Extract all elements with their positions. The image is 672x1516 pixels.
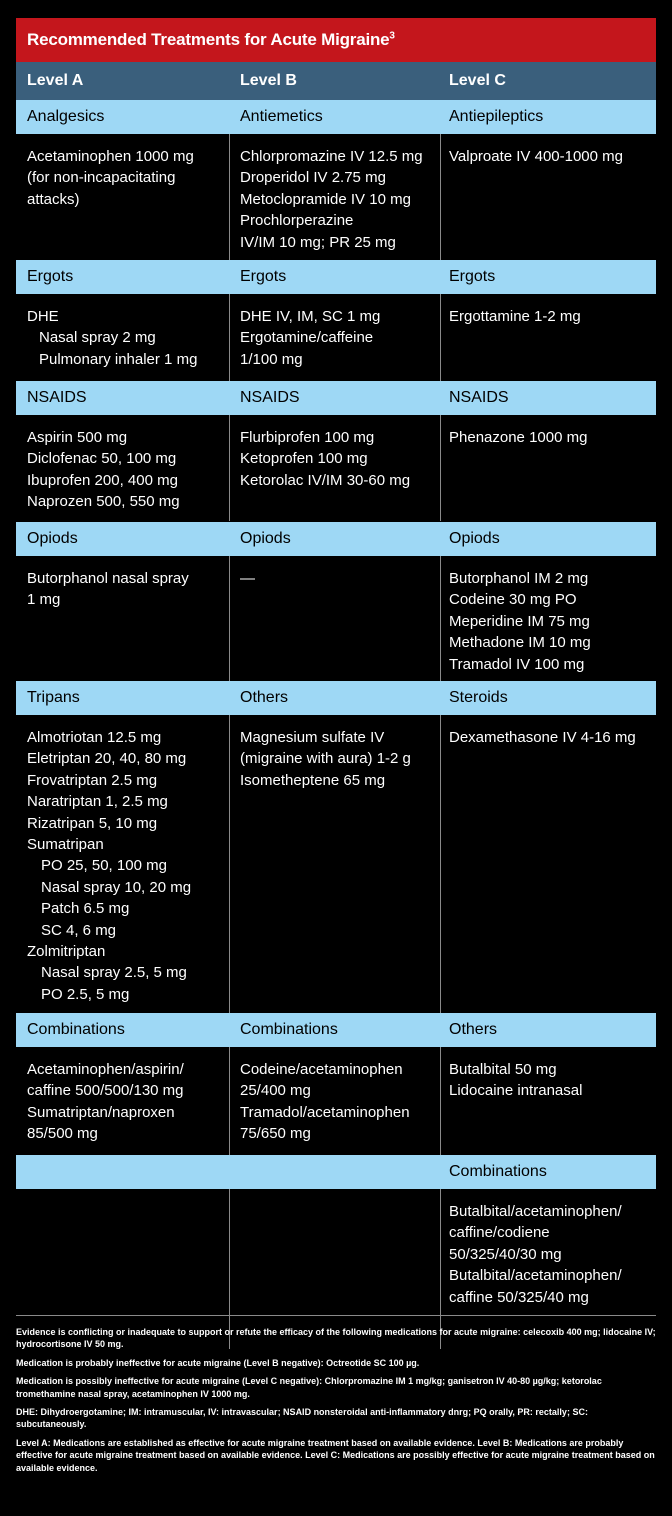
treatment-item: Patch 6.5 mg (41, 900, 130, 918)
treatment-item: Butalbital/acetaminophen/ (449, 1267, 622, 1285)
treatment-item: caffine 500/500/130 mg (27, 1082, 184, 1100)
treatment-item: Ibuprofen 200, 400 mg (27, 471, 178, 489)
treatment-item: Acetaminophen/aspirin/ (27, 1061, 184, 1078)
treatment-item: Butalbital/acetaminophen/ (449, 1203, 622, 1220)
column-divider (229, 415, 230, 521)
treatment-item: Methadone IM 10 mg (449, 634, 591, 652)
treatment-item: Pulmonary inhaler 1 mg (39, 350, 198, 368)
treatment-item: PO 2.5, 5 mg (41, 985, 130, 1003)
treatment-cell (27, 415, 180, 513)
treatment-cell (240, 1047, 410, 1145)
treatment-item: Nasal spray 2 mg (39, 329, 156, 347)
treatment-item: DHE (27, 308, 59, 325)
category-label: NSAIDS (27, 389, 87, 406)
treatment-item: Butorphanol nasal spray (27, 570, 189, 587)
treatment-cell (27, 1047, 184, 1145)
category-label: Combinations (240, 1021, 338, 1038)
treatment-item: Aspirin 500 mg (27, 429, 128, 446)
category-label: Others (449, 1021, 498, 1038)
category-label: Ergots (449, 268, 496, 285)
level-header-row (16, 62, 656, 100)
category-label: Opiods (449, 530, 500, 547)
treatment-item: Metoclopramide IV 10 mg (240, 190, 411, 208)
title-superscript: 3 (389, 30, 395, 42)
treatment-item: Butorphanol IM 2 mg (449, 570, 589, 587)
treatment-item: Ketorolac IV/IM 30-60 mg (240, 471, 411, 489)
category-label: Combinations (449, 1163, 547, 1180)
treatment-cell (240, 715, 411, 791)
category-label: Opiods (240, 530, 291, 547)
treatment-item: 85/500 mg (27, 1125, 98, 1143)
treatment-item: Valproate IV 400-1000 mg (449, 148, 624, 165)
table-title: Recommended Treatments for Acute Migraine$^3$ (27, 30, 395, 49)
treatment-item: attacks) (27, 190, 80, 208)
footnote-conflicting-evidence: Evidence is conflicting or inadequate to support or refute the efficacy of the following medications for acute migraine: celecoxib 400 mg; lidocaine IV; hydrocortisone IV 50 mg. (16, 1327, 656, 1350)
category-label: NSAIDS (449, 389, 509, 406)
category-label: NSAIDS (240, 389, 300, 406)
treatment-item: 25/400 mg (240, 1082, 311, 1100)
category-row (16, 260, 656, 294)
category-label: Others (240, 689, 289, 706)
column-divider (229, 1189, 230, 1349)
treatment-item: SC 4, 6 mg (41, 921, 117, 939)
treatment-item: Sumatripan (27, 836, 104, 854)
column-divider (440, 715, 441, 1044)
treatment-item: caffine/codiene (449, 1224, 550, 1242)
treatment-item: — (240, 570, 255, 587)
category-row (16, 681, 656, 715)
treatment-item: 1 mg (27, 591, 61, 609)
treatment-item: Droperidol IV 2.75 mg (240, 169, 386, 187)
treatment-item: Almotriotan 12.5 mg (27, 729, 162, 746)
column-divider (229, 715, 230, 1044)
treatment-item: Tramadol/acetaminophen (240, 1103, 410, 1121)
treatment-item: Lidocaine intranasal (449, 1082, 583, 1100)
treatment-item: Diclofenac 50, 100 mg (27, 450, 177, 468)
treatment-item: 50/325/40/30 mg (449, 1245, 562, 1263)
treatment-item: DHE IV, IM, SC 1 mg (240, 308, 381, 325)
treatment-item: Prochlorperazine (240, 212, 354, 230)
category-label: Combinations (27, 1021, 125, 1038)
treatment-item: IV/IM 10 mg; PR 25 mg (240, 233, 396, 251)
treatment-item: Rizatripan 5, 10 mg (27, 814, 158, 832)
footnote-level-definitions: Level A: Medications are established as effective for acute migraine treatment based on available evidence. Level B: Medications are probably effective for acute migraine treatment based on available evidence. Level C: Medications are possibly effective for acute migraine treatment based on available evidence. (16, 1437, 655, 1473)
treatment-item: PO 25, 50, 100 mg (41, 857, 167, 875)
treatment-item: Phenazone 1000 mg (449, 429, 588, 446)
footnote-level-b-negative: Medication is probably ineffective for acute migraine (Level B negative): Octreotide SC 100 µg. (16, 1357, 420, 1368)
treatment-item: Chlorpromazine IV 12.5 mg (240, 148, 423, 165)
category-label: Antiepileptics (449, 108, 544, 125)
category-label: Opiods (27, 530, 78, 547)
header-level-b: Level B (240, 72, 297, 89)
column-divider (440, 1189, 441, 1349)
column-divider (229, 134, 230, 261)
treatment-cell (240, 556, 255, 589)
treatment-cell (27, 294, 197, 370)
column-divider (440, 294, 441, 381)
treatment-cell (449, 294, 581, 327)
treatment-item: Meperidine IM 75 mg (449, 612, 590, 630)
treatment-item: Nasal spray 10, 20 mg (41, 878, 192, 896)
treatment-item: 1/100 mg (240, 350, 303, 368)
treatment-cell (240, 294, 380, 370)
column-divider (229, 294, 230, 381)
treatment-row (16, 415, 656, 521)
category-row (16, 522, 656, 556)
treatment-cell (449, 715, 636, 748)
category-label: Ergots (240, 268, 287, 285)
treatment-cell (449, 1047, 582, 1102)
treatment-row (16, 294, 656, 381)
treatment-item: Dexamethasone IV 4-16 mg (449, 729, 636, 746)
column-divider (440, 415, 441, 521)
treatment-item: Flurbiprofen 100 mg (240, 429, 375, 446)
category-row (16, 100, 656, 134)
treatment-row (16, 715, 656, 1044)
header-level-c: Level C (449, 72, 506, 89)
treatment-item: Acetaminophen 1000 mg (27, 148, 194, 165)
treatment-item: 75/650 mg (240, 1125, 311, 1143)
category-label: Ergots (27, 268, 74, 285)
treatment-item: Ergotamine/caffeine (240, 329, 374, 347)
treatment-cell (27, 134, 194, 210)
treatment-item: Isometheptene 65 mg (240, 771, 386, 789)
treatment-cell (449, 415, 587, 448)
treatment-cell (449, 556, 591, 675)
table-title-bar (16, 18, 656, 62)
category-row (16, 1013, 656, 1047)
treatment-cell (449, 134, 623, 167)
treatment-item: Codeine 30 mg PO (449, 591, 577, 609)
treatment-item: Ergottamine 1-2 mg (449, 308, 581, 325)
category-row (16, 1155, 656, 1189)
treatment-item: caffine 50/325/40 mg (449, 1288, 589, 1306)
category-label: Analgesics (27, 108, 105, 125)
treatment-item: Codeine/acetaminophen (240, 1061, 403, 1078)
treatment-cell (27, 715, 191, 1005)
treatment-item: Nasal spray 2.5, 5 mg (41, 964, 187, 982)
treatment-cell (240, 415, 410, 491)
table-bottom-rule (16, 1315, 656, 1316)
header-level-a: Level A (27, 72, 84, 89)
treatment-row (16, 1189, 656, 1349)
footnote-level-c-negative: Medication is possibly ineffective for acute migraine (Level C negative): Chlorpromazine IM 1 mg/kg; ganisetron IV 40-80 µg/kg; ketorolac tromethamine nasal spray, acetaminophen IV 1000 mg. (16, 1376, 602, 1399)
treatment-item: Naratriptan 1, 2.5 mg (27, 793, 168, 811)
category-row (16, 381, 656, 415)
treatment-item: Zolmitriptan (27, 943, 106, 961)
treatment-cell (27, 556, 189, 611)
treatment-cell (449, 1189, 622, 1308)
treatment-item: Eletriptan 20, 40, 80 mg (27, 750, 187, 768)
treatment-item: Tramadol IV 100 mg (449, 655, 585, 673)
treatment-item: (migraine with aura) 1-2 g (240, 750, 411, 768)
treatment-item: (for non-incapacitating (27, 169, 176, 187)
treatment-item: Sumatriptan/naproxen (27, 1103, 175, 1121)
treatment-item: Naprozen 500, 550 mg (27, 493, 180, 511)
category-label: Antiemetics (240, 108, 323, 125)
treatment-item: Frovatriptan 2.5 mg (27, 771, 158, 789)
footnote-abbreviations: DHE: Dihydroergotamine; IM: intramuscular, IV: intravascular; NSAID nonsteroidal anti-inflammatory dnrg; PQ orally, PR: rectally; SC: subcutaneously. (16, 1407, 588, 1430)
treatment-cell (240, 134, 423, 253)
treatment-item: Magnesium sulfate IV (240, 729, 385, 746)
category-label: Tripans (27, 689, 80, 706)
category-label: Steroids (449, 689, 508, 706)
footnotes (16, 1326, 656, 1480)
treatment-item: Butalbital 50 mg (449, 1061, 557, 1078)
treatment-row (16, 134, 656, 261)
treatment-item: Ketoprofen 100 mg (240, 450, 368, 468)
column-divider (440, 134, 441, 261)
